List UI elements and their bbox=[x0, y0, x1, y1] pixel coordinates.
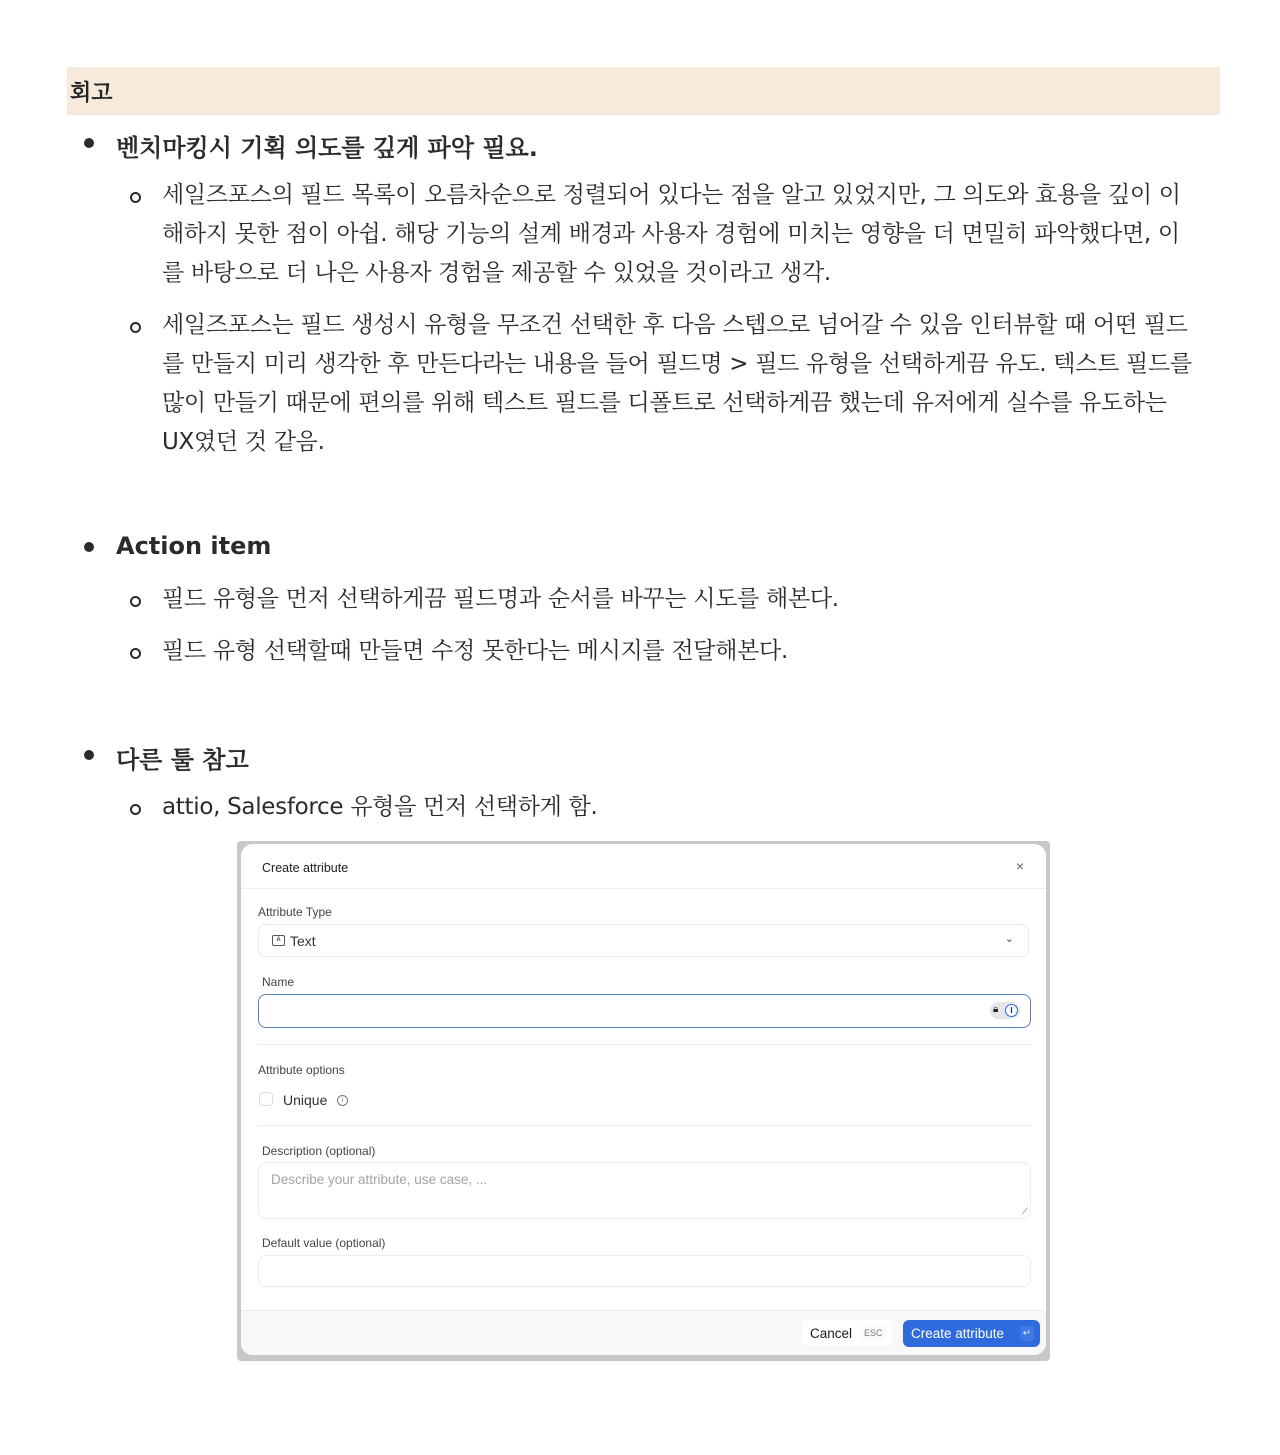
default-value-input[interactable] bbox=[258, 1255, 1031, 1287]
modal-title: Create attribute bbox=[262, 861, 349, 875]
esc-shortcut-badge: ESC bbox=[861, 1325, 886, 1341]
default-value-label: Default value (optional) bbox=[262, 1236, 386, 1250]
modal-header bbox=[241, 844, 1046, 889]
sub-list-item-text: attio, Salesforce 유형을 먼저 선택하게 함. bbox=[162, 794, 598, 820]
cancel-button[interactable] bbox=[802, 1320, 892, 1346]
enter-key-icon: ↵ bbox=[1020, 1326, 1034, 1341]
bullet-icon bbox=[84, 542, 94, 552]
divider bbox=[258, 1125, 1031, 1126]
bullet-icon bbox=[84, 750, 94, 760]
sub-list-item-text: 필드 유형 선택할때 만들면 수정 못한다는 메시지를 전달해본다. bbox=[162, 638, 788, 664]
text-type-icon: A bbox=[272, 935, 285, 946]
divider bbox=[258, 1044, 1031, 1045]
sub-list-item-text: 세일즈포스의 필드 목록이 오름차순으로 정렬되어 있다는 점을 알고 있었지만, 그 의도와 효용을 깊이 이 해하지 못한 점이 아쉽. 해당 기능의 설계 배경과 사용자 경험에 미치는 영향을 더 면밀히 파악했다면, 이 를 바탕으로 더 나은 사용자 경험을 제공할 수 있었을 것이라고 생각. bbox=[162, 182, 1181, 286]
bullet-icon bbox=[84, 138, 94, 148]
modal-footer bbox=[241, 1310, 1046, 1355]
chevron-down-icon: ⌄ bbox=[1004, 933, 1014, 945]
info-icon[interactable]: i bbox=[337, 1095, 348, 1106]
onepassword-icon: I bbox=[1005, 1004, 1018, 1017]
bullet-hollow-icon bbox=[130, 596, 141, 607]
description-placeholder: Describe your attribute, use case, ... bbox=[271, 1172, 488, 1187]
create-attribute-label: Create attribute bbox=[911, 1326, 1005, 1341]
embedded-screenshot bbox=[237, 841, 1050, 1361]
bullet-hollow-icon bbox=[130, 322, 141, 333]
lock-icon: 🔒︎ bbox=[993, 1004, 999, 1015]
sub-list-item-text: 세일즈포스는 필드 생성시 유형을 무조건 선택한 후 다음 스텝으로 넘어갈 수 있음 인터뷰할 때 어떤 필드 를 만들지 미리 생각한 후 만든다라는 내용을 들어 필드명 > 필드 유형을 선택하게끔 유도. 텍스트 필드를 많이 만들기 때문에 편의를 위해 텍스트 필드를 디폴트로 선택하게끔 했는데 유저에게 실수를 유도하는 UX였던 것 같음. bbox=[162, 312, 1192, 455]
description-label: Description (optional) bbox=[262, 1144, 376, 1158]
cancel-label: Cancel bbox=[810, 1326, 853, 1341]
list-item-title: 다른 툴 참고 bbox=[116, 746, 249, 774]
section-heading bbox=[67, 67, 1220, 115]
unique-label: Unique bbox=[283, 1092, 328, 1108]
close-icon[interactable]: × bbox=[1015, 858, 1024, 874]
resize-handle-icon[interactable]: ⟋ bbox=[1021, 1206, 1028, 1216]
list-item-title: Action item bbox=[116, 532, 272, 560]
attribute-options-label: Attribute options bbox=[258, 1063, 345, 1077]
attribute-type-select[interactable] bbox=[258, 924, 1029, 957]
list-item-title: 벤치마킹시 기획 의도를 깊게 파악 필요. bbox=[116, 134, 538, 162]
password-manager-icon[interactable] bbox=[990, 1002, 1020, 1019]
name-input[interactable] bbox=[258, 994, 1031, 1028]
description-textarea[interactable] bbox=[258, 1162, 1031, 1219]
bullet-hollow-icon bbox=[130, 648, 141, 659]
bullet-hollow-icon bbox=[130, 804, 141, 815]
attribute-type-label: Attribute Type bbox=[258, 905, 332, 919]
sub-list-item-text: 필드 유형을 먼저 선택하게끔 필드명과 순서를 바꾸는 시도를 해본다. bbox=[162, 586, 839, 612]
section-heading-text: 회고 bbox=[70, 80, 113, 106]
name-label: Name bbox=[262, 975, 295, 989]
create-attribute-button[interactable] bbox=[903, 1320, 1040, 1347]
create-attribute-modal bbox=[241, 844, 1046, 1355]
bullet-hollow-icon bbox=[130, 192, 141, 203]
attribute-type-value: Text bbox=[290, 933, 316, 949]
unique-checkbox[interactable] bbox=[259, 1092, 273, 1106]
